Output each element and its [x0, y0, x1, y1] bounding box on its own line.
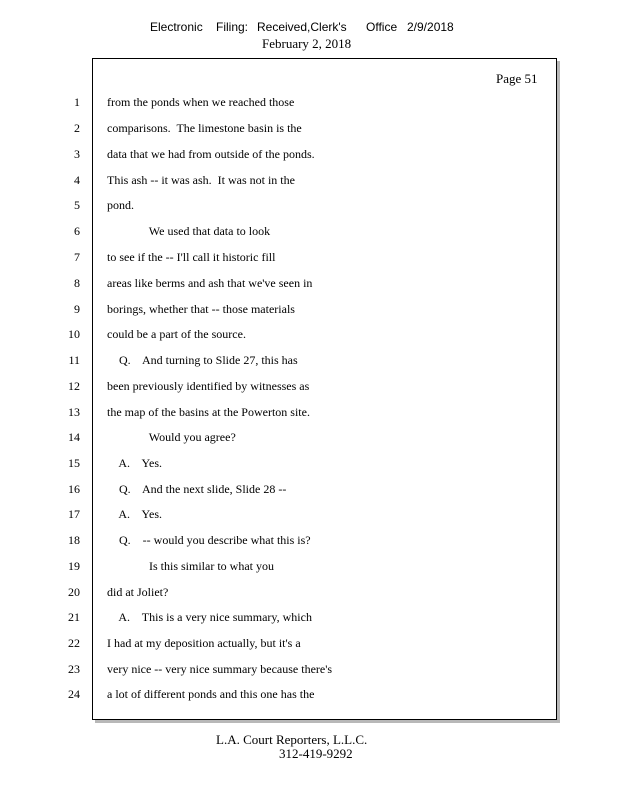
line-text: Is this similar to what you [107, 559, 274, 573]
filing-electronic: Electronic [150, 20, 203, 34]
line-text: to see if the -- I'll call it historic fill [107, 250, 276, 264]
line-number: 13 [68, 405, 80, 419]
line-text: We used that data to look [107, 224, 271, 238]
line-number: 19 [68, 559, 80, 573]
line-number: 11 [68, 353, 80, 367]
line-text: comparisons. The limestone basin is the [107, 121, 302, 135]
filing-label: Filing: [216, 20, 249, 34]
line-number: 14 [68, 430, 80, 444]
line-number: 1 [74, 95, 80, 109]
line-number: 24 [68, 687, 80, 701]
line-text: the map of the basins at the Powerton site. [107, 405, 310, 419]
footer-company: L.A. Court Reporters, L.L.C. [216, 732, 368, 747]
line-number: 4 [74, 173, 80, 187]
line-number: 12 [68, 379, 80, 393]
line-text: Q. And the next slide, Slide 28 -- [107, 482, 287, 496]
line-text: pond. [107, 198, 134, 212]
line-number: 18 [68, 533, 80, 547]
line-text: A. This is a very nice summary, which [107, 610, 312, 624]
line-text: very nice -- very nice summary because there's [107, 662, 333, 676]
filing-stamp-header [0, 20, 618, 60]
line-text: This ash -- it was ash. It was not in the [107, 173, 295, 187]
line-number: 22 [68, 636, 80, 650]
line-number: 10 [68, 327, 80, 341]
line-text: Q. And turning to Slide 27, this has [107, 353, 298, 367]
line-text: Q. -- would you describe what this is? [107, 533, 311, 547]
filing-received-clerks: Received,Clerk's [257, 20, 347, 34]
line-number: 15 [68, 456, 80, 470]
line-number: 17 [68, 507, 80, 521]
line-text: could be a part of the source. [107, 327, 246, 341]
line-number: 2 [74, 121, 80, 135]
line-number: 9 [74, 302, 80, 316]
filing-date: February 2, 2018 [262, 36, 352, 51]
line-number: 3 [74, 147, 80, 161]
line-number: 8 [74, 276, 80, 290]
line-number: 20 [68, 585, 80, 599]
line-text: I had at my deposition actually, but it's a [107, 636, 301, 650]
line-text: A. Yes. [107, 456, 163, 470]
line-text: A. Yes. [107, 507, 163, 521]
line-number: 5 [74, 198, 80, 212]
line-text: did at Joliet? [107, 585, 169, 599]
line-number: 23 [68, 662, 80, 676]
line-text: from the ponds when we reached those [107, 95, 295, 109]
line-text: been previously identified by witnesses as [107, 379, 310, 393]
page-number: Page 51 [496, 71, 538, 86]
line-text: borings, whether that -- those materials [107, 302, 295, 316]
line-number: 6 [74, 224, 80, 238]
line-text: a lot of different ponds and this one has the [107, 687, 315, 701]
filing-office: Office [366, 20, 398, 34]
footer-phone: 312-419-9292 [279, 746, 353, 761]
line-number: 21 [68, 610, 80, 624]
line-text: data that we had from outside of the ponds. [107, 147, 315, 161]
line-text: areas like berms and ash that we've seen in [107, 276, 313, 290]
line-number: 7 [74, 250, 80, 264]
line-text: Would you agree? [107, 430, 236, 444]
filing-stamp-date: 2/9/2018 [407, 20, 454, 34]
line-number: 16 [68, 482, 80, 496]
